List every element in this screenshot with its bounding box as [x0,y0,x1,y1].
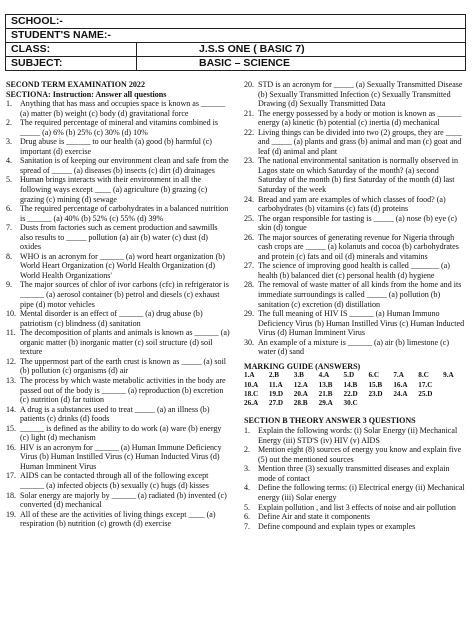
answer-cell: 3.B [293,371,304,380]
question-item [244,512,468,522]
question-text: The required percentage of carbohydrates in a balanced nutrition is ______ (a) 40% (b) 52% (c) 55% (d) 39% [20,204,229,223]
question-item [244,426,468,445]
question-number: 7. [244,521,251,531]
question-number: 2. [244,445,251,455]
question-item [244,109,468,128]
question-text: The national environmental sanitation is normally observed in Lagos state on which Saturday of the month? (a) second Saturday of the month (b) first Saturday of the month (d) last Saturday of the week [258,156,459,195]
question-number: 3. [6,137,13,147]
answer-cell: 17.C [418,380,433,389]
answer-cell [443,399,468,408]
question-text: Explain the following words: (i) Solar Energy (ii) Mechanical Energy (iii) STD'S (iv) HIV (v) AIDS [258,426,458,445]
question-item [244,309,468,338]
question-item [6,118,230,137]
question-text: The major sources of chlor of ivor carbons (cfc) in refrigerator is ______ (a) aerosol container (b) petrol and diesels (c) exhaust pipe (d) motor vehicles [20,280,229,309]
question-item [6,309,230,328]
answer-cell [443,381,468,390]
question-number: 1. [244,426,251,436]
school-field: SCHOOL:- [6,15,466,29]
answer-cell [393,399,418,408]
question-item [244,280,468,309]
question-item [244,483,468,502]
question-number: 26. [244,232,255,242]
answer-cell: 4.A [318,371,330,380]
exam-title: SECOND TERM EXAMINATION 2022 [6,80,145,89]
question-text: The science of improving good health is called _______ (a) health (b) balanced diet (c) personal health (d) hygiene [258,261,450,280]
question-text: STD is an acronym for _____ (a) Sexually Transmitted Disease (b) Sexually Transmitted Infection (c) Sexually Transmitted Drawing (d) Sexually Transmitted Data [258,80,463,109]
question-item [244,338,468,357]
answer-cell: 27.D [268,399,284,408]
question-number: 12. [6,356,17,366]
answer-cell: 14.B [343,380,358,389]
question-text: The removal of waste matter of all kinds from the home and its immediate surroundings is called _____ (a) pollution (b) sanitation (c) excretion (d) distillation [258,280,462,309]
question-text: An example of a mixture is ______ (a) air (b) limestone (c) water (d) sand [258,337,450,357]
answer-cell: 23.D [368,390,383,398]
question-text: Drug abuse is ______ to our health (a) good (b) harmful (c) important (d) exercise [20,137,212,156]
answer-cell: 5.D [343,371,355,380]
question-item [244,214,468,233]
question-item [6,252,230,281]
question-item [6,405,230,424]
question-text: The uppermost part of the earth crust is known as _____ (a) soil (b) pollution (c) organisms (d) air [20,356,227,376]
question-number: 22. [244,127,255,137]
question-text: Mental disorder is an effect of ______ (a) drug abuse (b) patriotism (c) blindness (d) sanitation [20,309,203,328]
question-text: The organ responsible for tasting is _____ (a) nose (b) eye (c) skin (d) tongue [258,213,457,233]
question-number: 23. [244,156,255,166]
question-text: The energy possessed by a body or motion is known as ______ energy (a) kinetic (b) potential (c) inertia (d) mechanical [258,108,462,128]
answer-cell: 24.A [393,390,408,398]
question-number: 4. [244,483,251,493]
question-number: 8. [6,251,13,261]
student-name-field: STUDENT'S NAME:- [6,29,466,43]
question-number: 13. [6,375,17,385]
question-item [6,223,230,252]
question-text: Dusts from factories such as cement production and sawmills also results to _____ pollution (a) air (b) water (c) dust (d) oxides [20,223,218,252]
question-item [244,156,468,194]
question-text: Define the following terms: (i) Electrical energy (ii) Mechanical energy (iii) Solar energy [258,483,465,502]
question-number: 20. [244,80,255,89]
answer-cell [368,399,393,408]
question-number: 10. [6,309,17,319]
question-text: ______ is defined as the ability to do work (a) ware (b) energy (c) light (d) mechanism [20,423,222,443]
question-text: Define compound and explain types or examples [258,521,416,531]
question-item [244,503,468,513]
question-item [244,445,468,464]
answer-cell: 20.A [293,390,308,398]
question-number: 11. [6,328,16,338]
question-text: Human brings interacts with their environment in all the following ways except ____ (a) agriculture (b) grazing (c) grazing (c) mining (d) sewage [20,175,208,204]
question-list-right [244,80,468,357]
question-number: 6. [6,204,13,214]
question-number: 6. [244,512,251,522]
question-text: Bread and yam are examples of which classes of food? (a) carbohydrates (b) vitamins (c) fats (d) proteins [258,194,446,214]
subject-value: BASIC – SCIENCE [137,57,466,71]
answer-cell: 28.B [293,399,308,408]
answer-cell: 21.B [318,390,333,398]
question-text: The major sources of generating revenue for Nigeria through cash crops are _____ (a) kolanuts and cocoa (b) carbohydrates and protein (c) fats and oil (d) minerals and vitamins [258,232,459,261]
question-item [6,99,230,118]
answer-cell: 22.D [343,390,358,398]
question-item [6,328,230,357]
question-item [244,464,468,483]
question-text: A drug is a substances used to treat _____ (a) an illness (b) patients (c) drinks (d) foods [20,404,210,424]
question-number: 7. [6,223,13,233]
class-value: J.S.S ONE ( BASIC 7) [137,43,466,57]
answer-cell: 10.A [244,380,259,389]
subject-label: SUBJECT: [6,57,137,71]
question-number: 30. [244,337,255,347]
question-item [244,261,468,280]
question-number: 2. [6,118,13,128]
answer-cell: 11.A [268,380,283,389]
question-number: 14. [6,404,17,414]
question-number: 25. [244,213,255,223]
question-text: WHO is an acronym for ______ (a) word heart organization (b) World Heart Organization (c) World Health Organization (d) World Health Organizations' [20,251,225,280]
answer-cell: 30.C [343,399,358,408]
question-text: All of these are the activities of living things except ____ (a) respiration (b) nutrition (c) growth (d) exercise [20,509,216,529]
question-text: Sanitation is of keeping our environment clean and safe from the spread of _____ (a) diseases (b) insects (c) dirt (d) drainages [20,156,229,175]
answer-cell: 9.A [443,371,454,380]
answer-cell: 19.D [268,390,284,398]
answer-cell: 1.A [244,371,255,380]
question-item [6,204,230,223]
question-text: HIV is an acronym for ______ (a) Human Immune Deficiency Virus (b) Human Instilled Virus (c) Human Inducted Virus (d) Human Imminent Virus [20,442,222,471]
class-label: CLASS: [6,43,137,57]
answer-cell: 26.A [244,399,259,408]
question-item [6,510,230,529]
question-number: 15. [6,423,17,433]
question-number: 18. [6,490,17,500]
left-column [6,80,230,529]
question-number: 5. [6,175,13,185]
question-item [6,357,230,376]
question-item [6,424,230,443]
question-item [6,280,230,309]
question-number: 16. [6,442,17,452]
question-item [6,471,230,490]
question-item [244,522,468,532]
question-text: Mention three (3) sexually transmitted diseases and explain mode of contact [258,464,450,483]
answer-cell: 7.A [393,371,404,380]
question-item [6,156,230,175]
section-a-instruction: SECTIONA: Instruction: Answer all questions [6,89,167,99]
answer-cell: 25.D [418,390,433,398]
question-item [244,128,468,157]
question-number: 19. [6,509,17,519]
question-item [244,80,468,109]
question-text: Explain pollution , and list 3 effects of noise and air pollution [258,502,456,512]
answer-cell: 18.C [244,390,259,398]
question-item [244,233,468,262]
question-text: The required percentage of mineral and vitamins combined is _____ (a) 6% (b) 25% (c) 30% (d) 10% [20,118,218,137]
question-number: 17. [6,471,17,481]
question-number: 3. [244,464,251,474]
question-number: 28. [244,280,255,290]
answer-cell: 15.B [368,380,383,389]
header-table [5,14,466,71]
question-list-left [6,99,230,529]
question-text: Living things can be divided into two (2) groups, they are ____ and _____ (a) plants and grass (b) animal and man (c) goat and leaf (d) animal and plant [258,127,462,156]
question-text: The full meaning of HIV IS ______ (a) Human Immuno Deficiency Virus (b) Human Instilled Virus (c) Human Inducted Virus (d) Human Imminent Virus [258,309,465,338]
question-number: 9. [6,280,13,290]
answer-cell [418,399,443,408]
question-text: Solar energy are majorly by ______ (a) radiated (b) invented (c) converted (d) mechanical [20,490,227,510]
question-item [6,175,230,204]
question-text: Mention eight (8) sources of energy you know and explain five (5) out the mentioned sources [258,445,462,464]
question-number: 27. [244,261,255,271]
section-b-title: SECTION B THEORY ANSWER 3 QUESTIONS [244,415,416,425]
question-text: AIDS can be contacted through all of the following except ______ (a) infected objects (b) sexually (c) hugs (d) kisses [20,471,209,490]
answer-cell: 2.B [268,371,280,380]
question-number: 1. [6,99,13,109]
question-text: The process by which waste metabolic activities in the body are passed out of the body is ______ (a) reproduction (b) excretion (c) nutrition (d) far tuition [20,375,226,405]
answer-cell: 29.A [318,399,333,408]
question-text: Define Air and state it components [258,512,370,522]
theory-question-list [244,426,468,531]
question-number: 21. [244,108,255,118]
question-item [6,491,230,510]
question-text: The decomposition of plants and animals is known as ______ (a) organic matter (b) inorganic matter (c) soil structure (d) soil texture [20,328,230,357]
question-item [6,376,230,405]
question-item [244,195,468,214]
answer-cell [443,390,468,399]
right-column [244,80,468,531]
question-number: 4. [6,156,13,166]
question-number: 5. [244,502,251,512]
marking-guide-title: MARKING GUIDE (ANSWERS) [244,361,361,371]
answer-grid [244,371,468,408]
question-item [6,137,230,156]
question-item [6,443,230,472]
question-text: Anything that has mass and occupies space is known as ______ (a) matter (b) weight (c) body (d) gravitational force [20,99,226,118]
answer-cell: 12.A [293,380,308,389]
question-number: 24. [244,194,255,204]
answer-cell: 6.C [368,371,380,380]
question-number: 29. [244,309,255,319]
answer-cell: 8.C [418,371,429,380]
answer-cell: 13.B [318,380,333,389]
answer-cell: 16.A [393,380,408,389]
